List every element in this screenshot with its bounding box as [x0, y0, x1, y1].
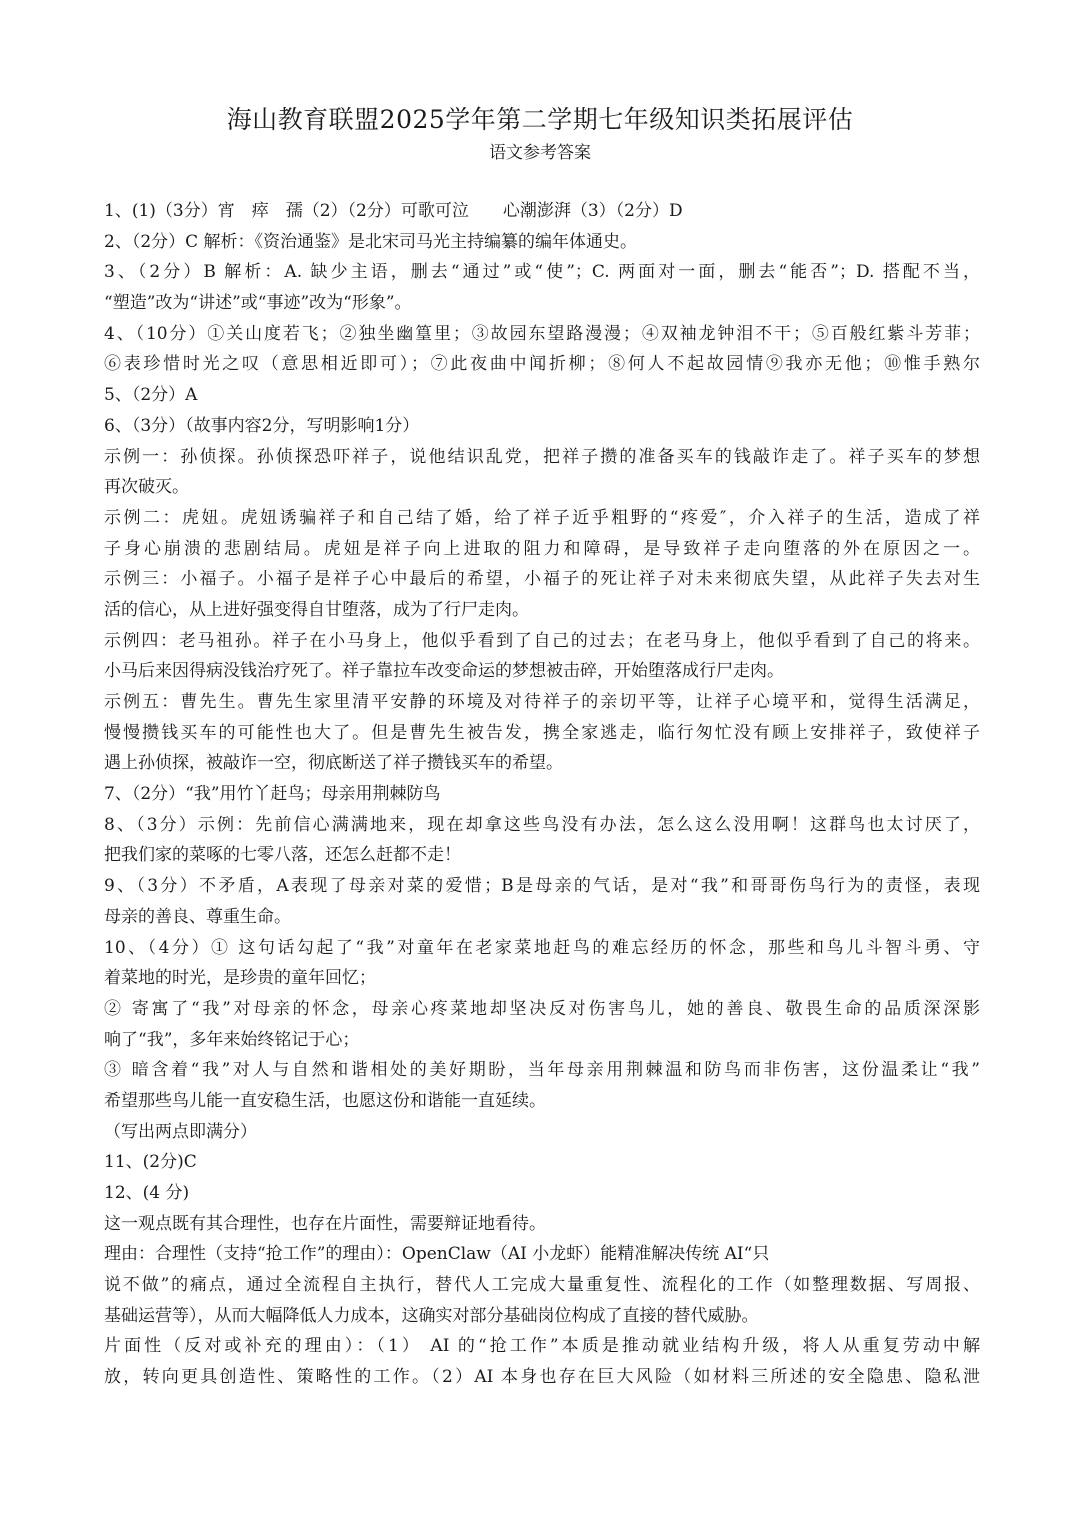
answer-line: 10、（4分）① 这句话勾起了“我”对童年在老家菜地赶鸟的难忘经历的怀念，那些和鸟儿斗智斗勇、守: [104, 937, 980, 958]
answer-line: 2、（2分）C 解析：《资治通鉴》是北宋司马光主持编纂的编年体通史。: [104, 231, 638, 252]
answer-line: 着菜地的时光，是珍贵的童年回忆；: [104, 968, 376, 989]
answer-line: 希望那些鸟儿能一直安稳生活，也愿这份和谐能一直延续。: [104, 1090, 546, 1111]
answer-line: 说不做”的痛点，通过全流程自主执行，替代人工完成大量重复性、流程化的工作（如整理数据、写周报、: [104, 1275, 980, 1296]
answer-line: 活的信心，从上进好强变得自甘堕落，成为了行尸走肉。: [104, 599, 529, 620]
answer-line: 11、(2分)C: [104, 1152, 197, 1173]
answer-line: 这一观点既有其合理性，也存在片面性，需要辩证地看待。: [104, 1213, 546, 1234]
answer-line: 3、（2分）B 解析：A. 缺少主语，删去“通过”或“使”；C. 两面对一面，删去“能否”；D. 搭配不当，: [104, 262, 980, 283]
answer-line: 子身心崩溃的悲剧结局。虎妞是祥子向上进取的阻力和障碍，是导致祥子走向堕落的外在原因之一。: [104, 538, 980, 559]
answer-line: 示例四：老马祖孙。祥子在小马身上，他似乎看到了自己的过去；在老马身上，他似乎看到了自己的将来。: [104, 630, 980, 651]
answer-line: 示例三：小福子。小福子是祥子心中最后的希望，小福子的死让祥子对未来彻底失望，从此祥子失去对生: [104, 569, 980, 590]
answer-line: 响了“我”，多年来始终铭记于心；: [104, 1029, 360, 1050]
answer-line: 放，转向更具创造性、策略性的工作。（2）AI 本身也存在巨大风险（如材料三所述的安全隐患、隐私泄: [104, 1367, 980, 1388]
answer-line: 1、(1)（3分）宵 瘁 孺（2）（2分）可歌可泣 心潮澎湃（3）（2分）D: [104, 201, 683, 221]
answer-line: 片面性（反对或补充的理由）：（1） AI 的“抢工作”本质是推动就业结构升级，将人从重复劳动中解: [104, 1336, 980, 1357]
answer-line: 7、（2分）“我”用竹丫赶鸟；母亲用荆棘防鸟: [104, 784, 441, 805]
answer-line: 示例五：曹先生。曹先生家里清平安静的环境及对待祥子的亲切平等，让祥子心境平和，觉得生活满足，: [104, 692, 980, 712]
answer-line: 示例二：虎妞。虎妞诱骗祥子和自己结了婚，给了祥子近乎粗野的“疼爱″，介入祥子的生活，造成了祥: [104, 507, 980, 528]
answer-line: 示例一：孙侦探。孙侦探恐吓祥子，说他结识乱党，把祥子攒的准备买车的钱敲诈走了。祥子买车的梦想: [104, 446, 980, 467]
answer-line: 4、（10分）①关山度若飞；②独坐幽篁里；③故园东望路漫漫；④双袖龙钟泪不干；⑤百般红紫斗芳菲；: [104, 323, 980, 344]
answer-line: ⑥表珍惜时光之叹（意思相近即可）；⑦此夜曲中闻折柳；⑧何人不起故园情⑨我亦无他；⑩惟手熟尔: [104, 354, 980, 375]
answer-line: ③ 暗含着“我”对人与自然和谐相处的美好期盼，当年母亲用荆棘温和防鸟而非伤害，这份温柔让“我”: [104, 1060, 980, 1081]
answer-line: 基础运营等），从而大幅降低人力成本，这确实对部分基础岗位构成了直接的替代威胁。: [104, 1305, 759, 1326]
answer-line: 母亲的善良、尊重生命。: [104, 906, 291, 927]
answer-body: [104, 196, 980, 1393]
answer-line: “塑造”改为“讲述”或“事迹”改为“形象”。: [104, 293, 412, 314]
answer-line: ② 寄寓了“我”对母亲的怀念，母亲心疼菜地却坚决反对伤害鸟儿，她的善良、敬畏生命的品质深深影: [104, 998, 980, 1019]
answer-line: 慢慢攒钱买车的可能性也大了。但是曹先生被告发，携全家逃走，临行匆忙没有顾上安排祥子，致使祥子: [104, 722, 980, 743]
answer-line: 把我们家的菜啄的七零八落，还怎么赶都不走！: [104, 845, 461, 866]
answer-line: 再次破灭。: [104, 477, 189, 498]
answer-line: （写出两点即满分）: [104, 1121, 257, 1142]
answer-line: 遇上孙侦探，被敲诈一空，彻底断送了祥子攒钱买车的希望。: [104, 753, 563, 774]
answer-line: 8、（3分）示例：先前信心满满地来，现在却拿这些鸟没有办法，怎么这么没用啊！这群鸟也太讨厌了，: [104, 814, 980, 835]
answer-line: 理由：合理性（支持“抢工作”的理由）：OpenClaw（AI 小龙虾）能精准解决传统 AI“只: [104, 1244, 770, 1265]
document-subtitle: 语文参考答案: [489, 143, 591, 163]
answer-line: 小马后来因得病没钱治疗死了。祥子靠拉车改变命运的梦想被击碎，开始堕落成行尸走肉。: [104, 661, 784, 682]
answer-line: 5、（2分）A: [104, 385, 198, 406]
answer-line: 12、(4 分): [104, 1183, 190, 1203]
answer-line: 9、（3分）不矛盾，A表现了母亲对菜的爱惜；B是母亲的气话，是对“我”和哥哥伤鸟行为的责怪，表现: [104, 876, 980, 897]
answer-line: 6、（3分）（故事内容2分，写明影响1分）: [104, 415, 420, 436]
document-title: 海山教育联盟2025学年第二学期七年级知识类拓展评估: [226, 105, 854, 134]
